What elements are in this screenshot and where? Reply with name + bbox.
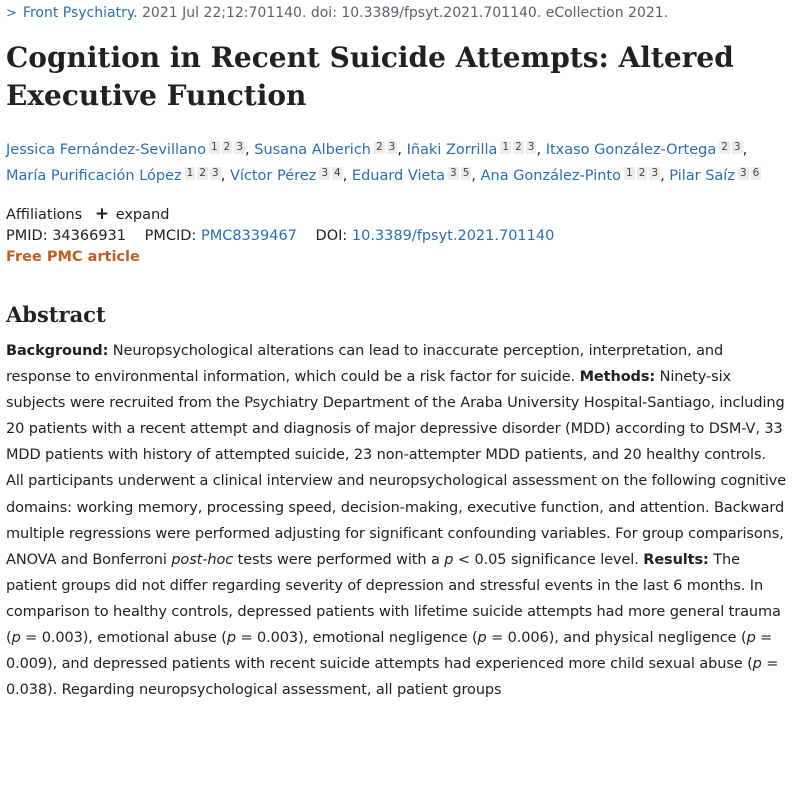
methods-label: Methods: [579, 369, 656, 386]
affiliation-number-button[interactable]: 5 [462, 167, 470, 179]
author-name-link[interactable]: Víctor Pérez [229, 168, 317, 184]
affiliation-number-button[interactable]: 3 [236, 141, 244, 153]
results-text: = 0.038). Regarding neuropsychological assessment, all patient groups [6, 656, 779, 699]
results-text: = 0.003), emotional negligence ( [235, 630, 478, 647]
author-name-link[interactable]: Pilar Saíz [669, 168, 735, 184]
affiliation-number-button[interactable]: 3 [651, 167, 659, 179]
chevron-right-icon: > [6, 6, 17, 21]
identifiers-row [6, 228, 794, 244]
article-title: Cognition in Recent Suicide Attempts: Altered Executive Function [6, 41, 734, 112]
author-item [254, 142, 397, 158]
article-page [0, 5, 794, 703]
author-item [407, 142, 537, 158]
author-item [352, 168, 471, 184]
pmid-value: 34366931 [52, 228, 127, 244]
expand-label: expand [115, 207, 170, 223]
citation-line [6, 5, 794, 21]
author-item [230, 168, 343, 184]
pmcid-link[interactable]: PMC8339467 [200, 228, 297, 244]
author-name-link[interactable]: Ana González-Pinto [480, 168, 621, 184]
p-symbol: p [477, 630, 487, 647]
author-item [669, 168, 761, 184]
author-list: Jessica Fernández-Sevillano 1 2 3 , Susana Alberich 2 3 , Iñaki Zorrilla 1 2 3 , Itxaso González-Ortega 2 3 , María Purificación López 1 2 3 , Víctor Pérez 3 4 , Eduard Vieta 3 5 , Ana González-Pinto 1 2 3 , Pilar Saíz 3 6 [6, 141, 760, 184]
doi-label: DOI: [315, 228, 348, 244]
author-name-link[interactable]: Jessica Fernández-Sevillano [6, 142, 206, 158]
affiliation-number-button[interactable]: 3 [321, 167, 328, 179]
affiliation-number-button[interactable]: 3 [733, 141, 741, 153]
affiliation-number-button[interactable]: 6 [752, 167, 760, 179]
p-symbol: p [11, 630, 21, 647]
affiliation-number-button[interactable]: 3 [450, 167, 457, 179]
citation-details: 2021 Jul 22;12:701140. doi: 10.3389/fpsyt.2021.701140. eCollection 2021. [137, 5, 669, 21]
post-hoc-term: post-hoc [171, 551, 234, 568]
author-item [546, 142, 743, 158]
affiliations-expand-button[interactable] [87, 204, 170, 224]
affiliation-number-button[interactable]: 2 [721, 141, 728, 153]
results-text: = 0.006), and physical negligence ( [486, 630, 747, 647]
author-item [6, 168, 221, 184]
affiliation-number-button[interactable]: 2 [638, 167, 646, 179]
affiliation-number-button[interactable]: 2 [375, 141, 383, 153]
methods-text: Ninety-six subjects were recruited from the Psychiatry Department of the Araba University Hospital-Santiago, including 20 patients with a recent attempt and diagnosis of major depressive disorder (MDD) according to DSM-V, 33 MDD patients with history of attempted suicide, 23 non-attempter MDD patients, and 20 healthy controls. All participants underwent a clinical interview and neuropsychological assessment on the following cognitive domains: working memory, processing speed, decision-making, executive function, and attention. Backward multiple regressions were performed adjusting for significant confounding variables. For group comparisons, ANOVA and Bonferroni [6, 369, 787, 568]
results-text: The patient groups did not differ regarding severity of depression and stressful events in the last 6 months. In comparison to healthy controls, depressed patients with lifetime suicide attempts had more general trauma ( [6, 551, 781, 647]
background-label: Background: [6, 343, 109, 359]
affiliation-number-button[interactable]: 1 [502, 141, 510, 153]
affiliation-number-button[interactable]: 2 [223, 141, 231, 153]
pmid-label: PMID: [6, 228, 48, 244]
background-text: Neuropsychological alterations can lead to inaccurate perception, interpretation, and response to environmental information, which could be a risk factor for suicide. [6, 343, 724, 386]
affiliation-number-button[interactable]: 2 [515, 141, 522, 153]
affiliation-number-button[interactable]: 1 [626, 167, 633, 179]
author-item [6, 142, 245, 158]
affiliation-number-button[interactable]: 2 [199, 167, 207, 179]
p-symbol: p [444, 551, 454, 568]
doi-link[interactable]: 10.3389/fpsyt.2021.701140 [351, 228, 555, 244]
methods-text: < 0.05 significance level. [453, 551, 644, 568]
affiliation-number-button[interactable]: 3 [527, 141, 535, 153]
author-name-link[interactable]: Itxaso González-Ortega [545, 142, 717, 158]
affiliation-number-button[interactable]: 3 [739, 167, 747, 179]
journal-link[interactable]: Front Psychiatry. [22, 5, 138, 21]
results-text: = 0.003), emotional abuse ( [20, 630, 227, 647]
author-name-link[interactable]: Eduard Vieta [351, 168, 445, 184]
p-symbol: p [752, 656, 762, 673]
author-name-link[interactable]: María Purificación López [6, 168, 182, 184]
abstract-text [6, 338, 788, 703]
pmcid-label: PMCID: [144, 228, 197, 244]
methods-text: tests were performed with a [233, 551, 445, 568]
affiliations-row [6, 204, 794, 224]
author-name-link[interactable]: Susana Alberich [254, 142, 371, 158]
p-symbol: p [226, 630, 236, 647]
plus-icon: + [94, 204, 110, 224]
p-symbol: p [746, 630, 756, 647]
affiliation-number-button[interactable]: 4 [334, 167, 341, 179]
affiliation-number-button[interactable]: 1 [210, 141, 218, 153]
results-label: Results: [643, 551, 709, 568]
author-item [481, 168, 660, 184]
affiliation-number-button[interactable]: 1 [186, 167, 194, 179]
affiliation-number-button[interactable]: 3 [388, 141, 396, 153]
affiliations-label: Affiliations [6, 207, 83, 223]
abstract-heading: Abstract [6, 302, 106, 327]
author-name-link[interactable]: Iñaki Zorrilla [406, 142, 498, 158]
free-pmc-article-badge: Free PMC article [6, 249, 140, 265]
affiliation-number-button[interactable]: 3 [212, 167, 219, 179]
results-text: = 0.009), and depressed patients with recent suicide attempts had experienced more child sexual abuse ( [6, 630, 773, 673]
